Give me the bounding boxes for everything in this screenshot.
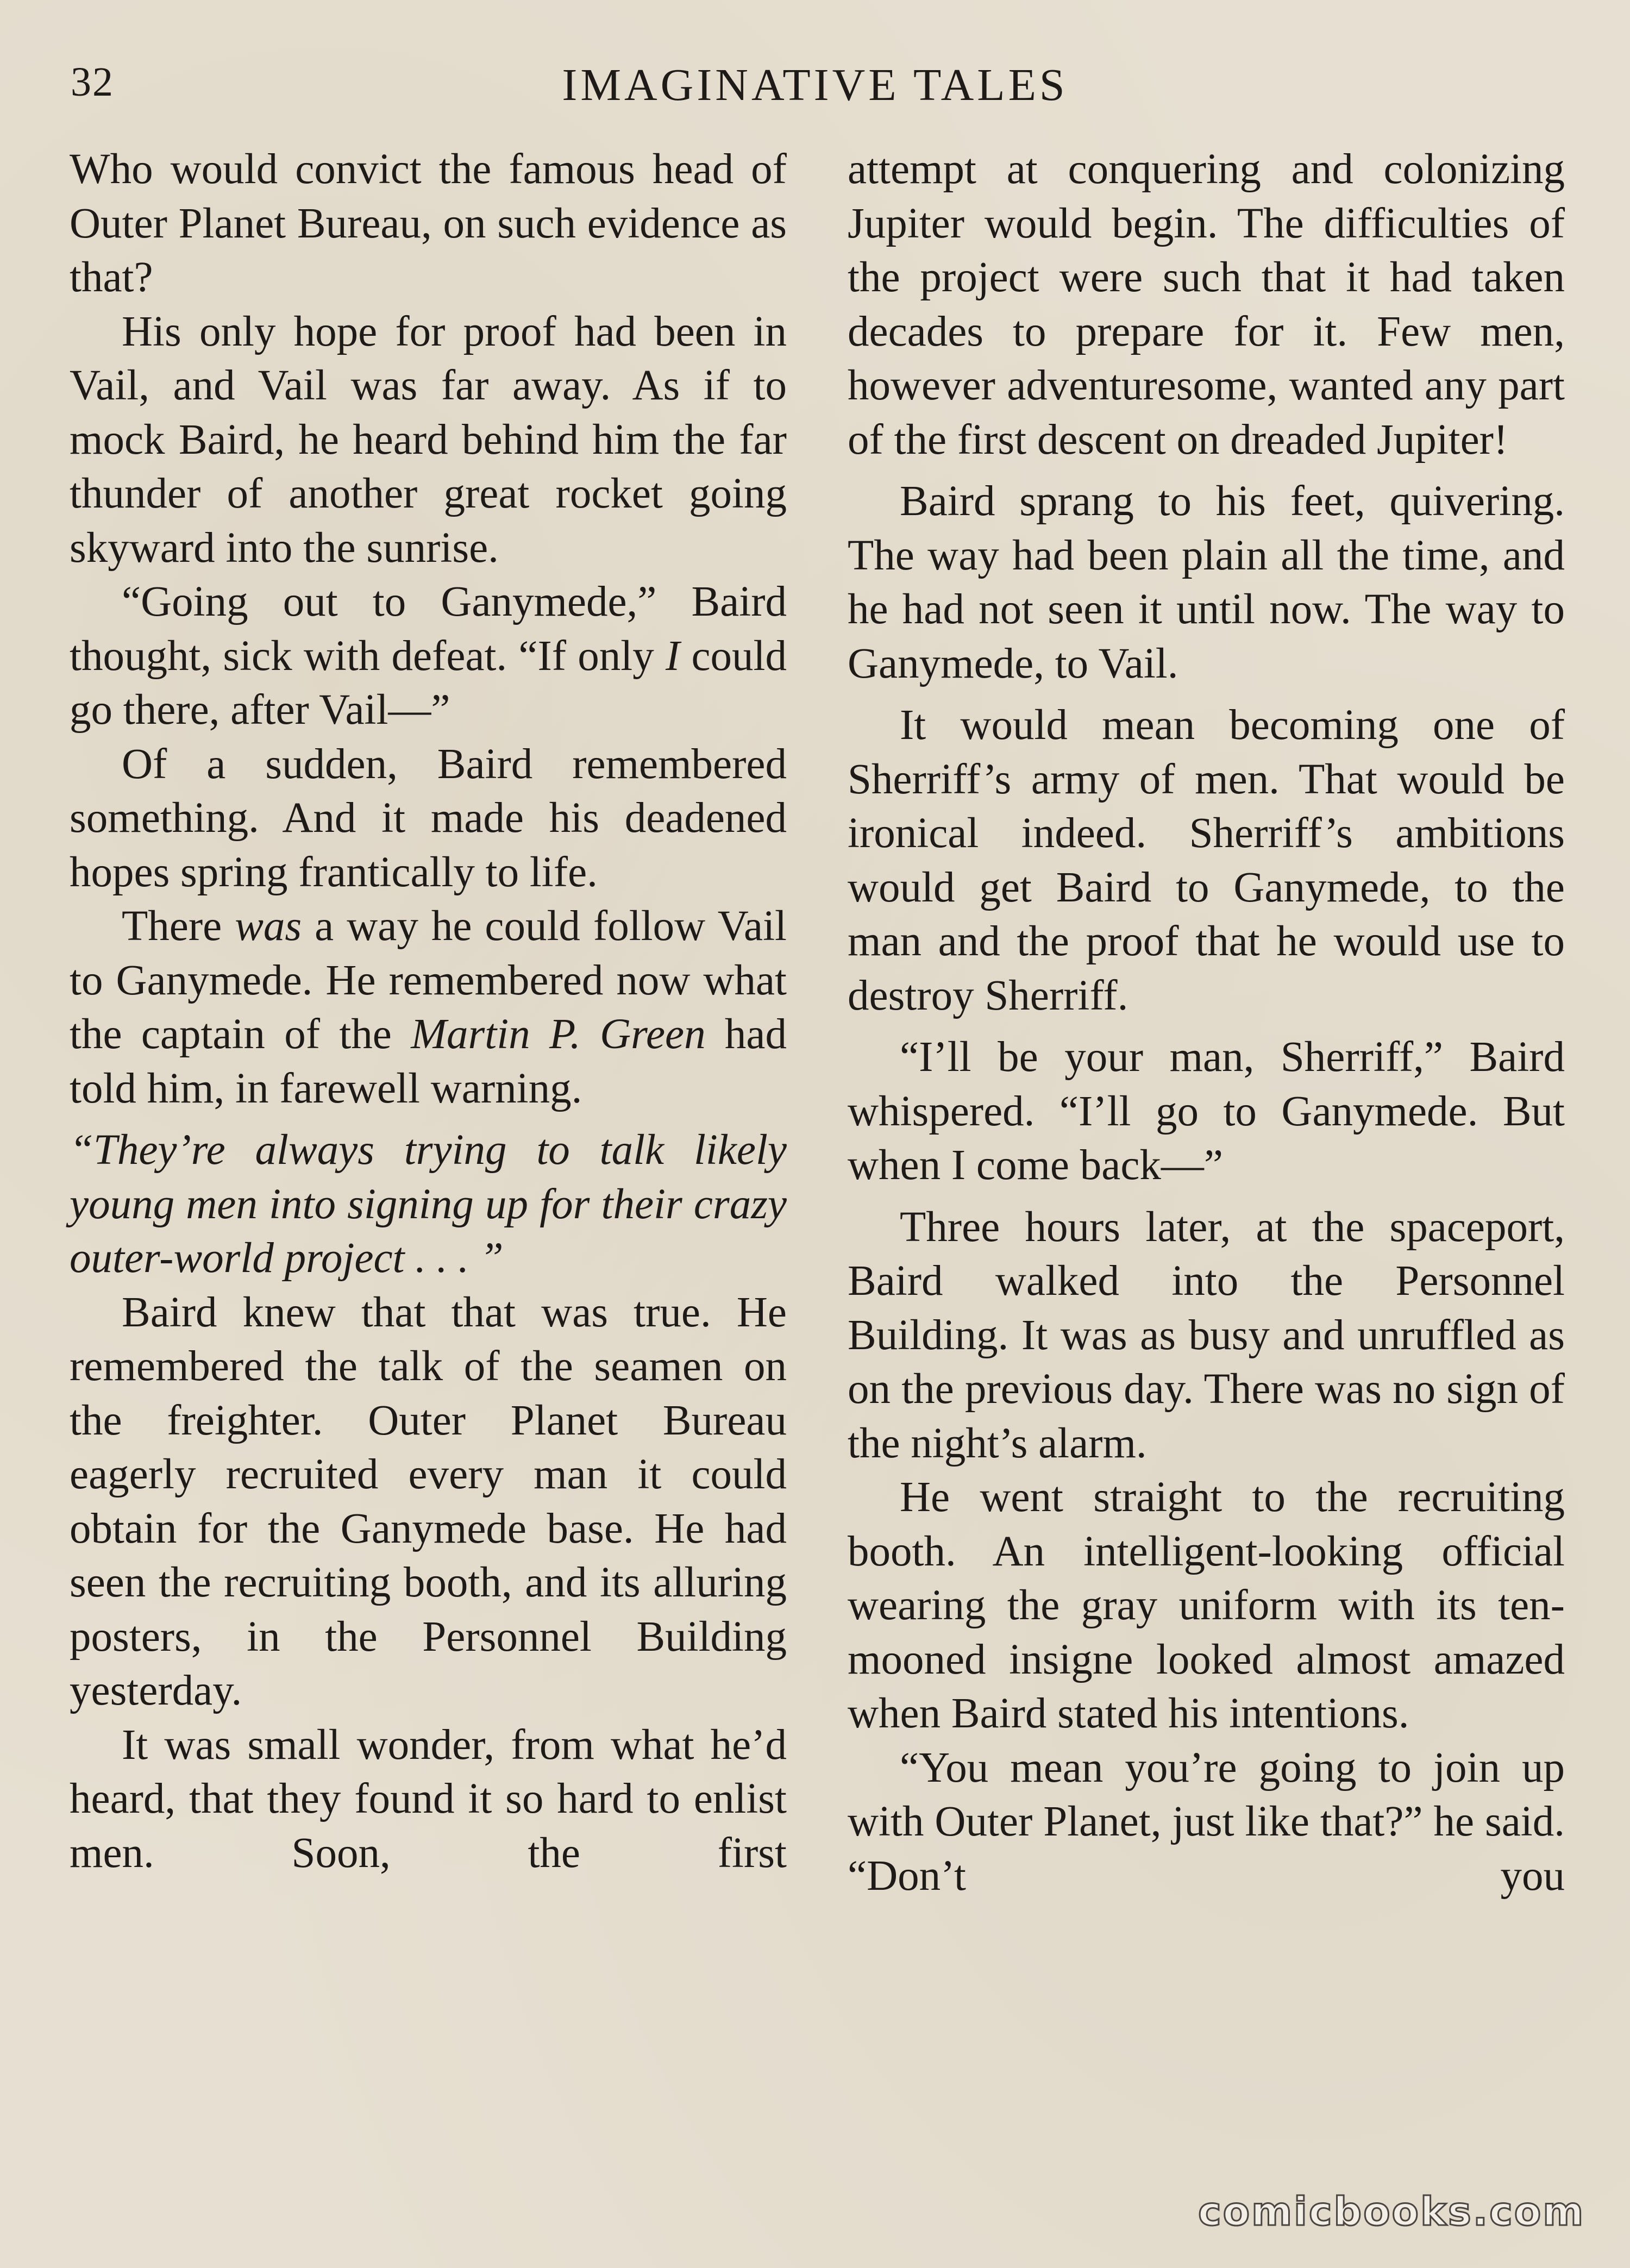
- paragraph: Of a sudden, Baird remembered something. And it made his deadened hopes spring frantically to life.: [70, 740, 787, 896]
- emphasis-text: I: [665, 632, 680, 680]
- paragraph: attempt at conquering and colonizing Jupiter would begin. The difficulties of the project were such that it had taken decades to prepare for it. Few men, however adventuresome, wanted any part of the first descent on dreaded Jupiter!: [848, 146, 1565, 463]
- text-run: a way he could follow Vail to Ganymede. He remembered now what the captain of the: [70, 903, 787, 1058]
- paragraph: Who would convict the famous head of Outer Planet Bureau, on such evidence as that?: [70, 146, 787, 301]
- italic-quote: “They’re always trying to talk likely young men into signing up for their crazy outer-world project . . . ”: [70, 1126, 787, 1282]
- paragraph: “You mean you’re going to join up with Outer Planet, just like that?” he said. “Don’t you: [848, 1744, 1565, 1900]
- text-run: could go there, after Vail—”: [70, 632, 787, 734]
- text-run: “Going out to Ganymede,” Baird thought, sick with defeat. “If only: [70, 578, 787, 680]
- paragraph: Baird knew that that was true. He remembered the talk of the seamen on the freighter. Outer Planet Bureau eagerly recruited every man it could obtain for the Ganymede base. He had seen the recruiting booth, and its alluring posters, in the Personnel Building yesterday.: [70, 1288, 787, 1714]
- paragraph: It would mean becoming one of Sherriff’s army of men. That would be ironical indeed. Sherriff’s ambitions would get Baird to Ganymede, to the man and the proof that he would use to destroy Sherriff.: [848, 701, 1565, 1019]
- paragraph: [70, 899, 787, 1116]
- page-header: [71, 59, 1559, 118]
- text-run: There: [122, 903, 235, 950]
- running-head-title: IMAGINATIVE TALES: [562, 60, 1068, 110]
- paragraph: He went straight to the recruiting booth. An intelligent-looking official wearing the gray uniform with its ten-mooned insigne looked almost amazed when Baird stated his intentions.: [848, 1474, 1565, 1737]
- text-run: had told him, in farewell warning.: [70, 1011, 787, 1112]
- paragraph: “I’ll be your man, Sherriff,” Baird whispered. “I’ll go to Ganymede. But when I come back—”: [848, 1033, 1565, 1189]
- paragraph: His only hope for proof had been in Vail, and Vail was far away. As if to mock Baird, he heard behind him the far thunder of another great rocket going skyward into the sunrise.: [70, 308, 787, 572]
- ship-name: Martin P. Green: [411, 1011, 706, 1058]
- right-text-column: [848, 142, 1565, 1903]
- left-text-column: [70, 142, 787, 1880]
- watermark-logo: comicbooks.com: [1198, 2189, 1585, 2234]
- emphasis-text: was: [235, 903, 302, 950]
- paragraph: [70, 575, 787, 737]
- paragraph: Three hours later, at the spaceport, Baird walked into the Personnel Building. It was as busy and unruffled as on the previous day. There was no sign of the night’s alarm.: [848, 1203, 1565, 1467]
- page-number: 32: [71, 59, 114, 105]
- paragraph: Baird sprang to his feet, quivering. The way had been plain all the time, and he had not seen it until now. The way to Ganymede, to Vail.: [848, 478, 1565, 687]
- paragraph: It was small wonder, from what he’d heard, that they found it so hard to enlist men. Soon, the first: [70, 1721, 787, 1877]
